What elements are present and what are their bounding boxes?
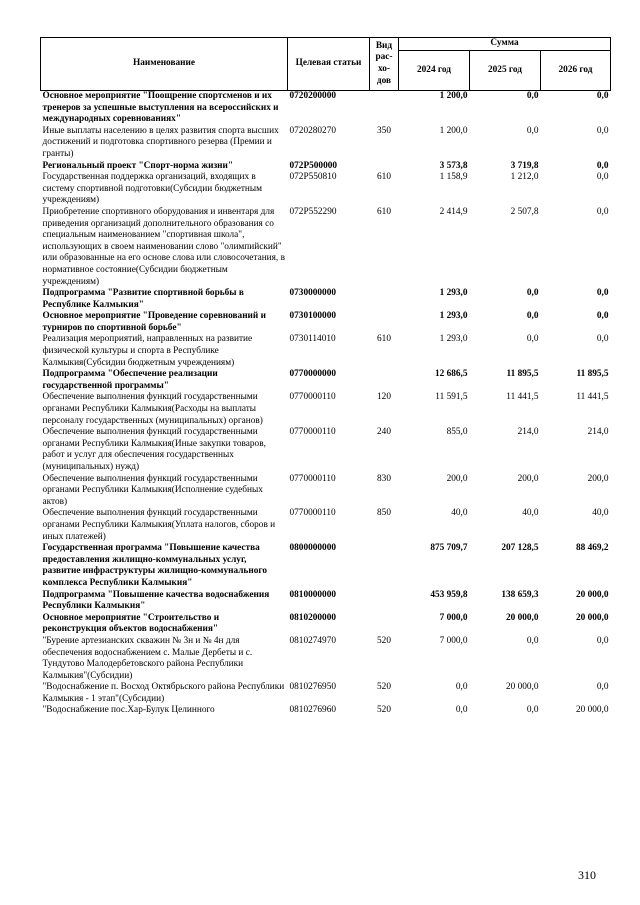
row-2025: 20 000,0 <box>505 612 539 623</box>
row-code: 0810200000 <box>289 612 336 623</box>
row-name: Обеспечение выполнения функций государственными органами Республики Калмыкия(Расходы на выплаты персоналу государственных (муниципальных) органов) <box>42 392 263 426</box>
row-2026: 88 469,2 <box>575 543 609 554</box>
row-expense-type: 610 <box>377 206 391 217</box>
row-2025: 0,0 <box>526 288 539 299</box>
row-2026: 20 000,0 <box>575 705 609 716</box>
row-name: Реализация мероприятий, направленных на развитие физической культуры и спорта в Республике Калмыкия(Субсидии бюджетным учреждениям) <box>42 334 253 368</box>
table-header <box>41 38 611 91</box>
row-expense-type: 520 <box>377 705 391 716</box>
row-expense-type: 610 <box>377 334 391 345</box>
row-2026: 20 000,0 <box>575 589 609 600</box>
row-name: Обеспечение выполнения функций государственными органами Республики Калмыкия(Иные закупки товаров, работ и услуг для обеспечения государственных (муниципальных) нужд) <box>42 427 266 472</box>
header-type: Вид рас-хо-дов <box>370 38 399 91</box>
row-2024: 3 573,8 <box>439 160 468 171</box>
table-row <box>41 508 611 543</box>
table-row <box>41 161 611 173</box>
row-name: Обеспечение выполнения функций государственными органами Республики Калмыкия(Исполнение судебных актов) <box>42 473 263 507</box>
row-2025: 11 895,5 <box>506 369 539 380</box>
table-row <box>41 590 611 613</box>
row-2026: 0,0 <box>596 682 609 693</box>
row-code: 0770000000 <box>289 369 336 380</box>
row-code: 0770000110 <box>289 473 336 484</box>
row-2025: 0,0 <box>526 635 539 646</box>
row-2024: 7 000,0 <box>439 635 468 646</box>
row-expense-type <box>370 590 399 613</box>
row-2025: 0,0 <box>526 705 539 716</box>
header-2025: 2025 год <box>470 51 541 91</box>
row-2024: 0,0 <box>455 705 468 716</box>
row-code: 0770000110 <box>289 508 336 519</box>
row-2026: 0,0 <box>596 125 609 136</box>
row-code: 0810276960 <box>289 705 336 716</box>
header-2024: 2024 год <box>399 51 470 91</box>
row-2026: 0,0 <box>596 334 609 345</box>
row-2025: 0,0 <box>526 311 539 322</box>
row-2024: 855,0 <box>446 427 468 438</box>
row-expense-type: 120 <box>377 392 391 403</box>
row-2026: 0,0 <box>596 288 609 299</box>
row-name: Иные выплаты населению в целях развития спорта высших достижений и подготовка спортивного резерва (Премии и гранты) <box>42 125 279 159</box>
row-2024: 11 591,5 <box>435 392 468 403</box>
row-2026: 11 441,5 <box>576 392 609 403</box>
row-name: Подпрограмма "Обеспечение реализации государственной программы" <box>42 369 218 391</box>
row-code: 0730114010 <box>289 334 336 345</box>
table-row <box>41 311 611 334</box>
table-row <box>41 126 611 161</box>
row-2024: 12 686,5 <box>434 369 468 380</box>
table-row <box>41 474 611 509</box>
row-expense-type <box>370 613 399 636</box>
row-name: Подпрограмма "Развитие спортивной борьбы в Республике Калмыкия" <box>42 288 244 310</box>
row-2024: 1 200,0 <box>439 125 468 136</box>
row-2024: 1 293,0 <box>439 334 468 345</box>
row-2025: 1 212,0 <box>510 172 539 183</box>
row-2026: 200,0 <box>587 473 609 484</box>
row-code: 0770000110 <box>289 392 336 403</box>
row-name: Государственная поддержка организаций, входящих в систему спортивной подготовки(Субсидии бюджетным учреждениям) <box>42 172 263 206</box>
row-name: Обеспечение выполнения функций государственными органами Республики Калмыкия(Уплата налогов, сборов и иных платежей) <box>42 508 276 542</box>
row-2024: 1 293,0 <box>439 311 468 322</box>
row-code: 0810000000 <box>289 589 336 600</box>
row-code: 0720280270 <box>289 125 336 136</box>
table-row <box>41 207 611 288</box>
table-row <box>41 705 611 717</box>
header-target: Целевая статьи <box>288 38 370 91</box>
header-name: Наименование <box>41 38 288 91</box>
row-2026: 0,0 <box>596 172 609 183</box>
row-2025: 214,0 <box>517 427 539 438</box>
table-row <box>41 288 611 311</box>
row-code: 0810276950 <box>289 682 336 693</box>
row-expense-type <box>370 369 399 392</box>
row-code: 072P552290 <box>289 206 337 217</box>
table-row <box>41 369 611 392</box>
row-2024: 1 293,0 <box>439 288 468 299</box>
row-code: 0720200000 <box>289 91 336 101</box>
row-2025: 3 719,8 <box>510 160 539 171</box>
row-2024: 453 959,8 <box>430 589 468 600</box>
row-2025: 207 128,5 <box>501 543 539 554</box>
table-row <box>41 172 611 207</box>
row-expense-type: 350 <box>377 125 391 136</box>
row-name: Государственная программа "Повышение качества предоставления жилищно-коммунальных услуг, развитие инфраструктуры жилищно-коммунального комплекса Республики Калмыкия" <box>42 543 267 588</box>
row-expense-type: 520 <box>377 635 391 646</box>
row-name: "Водоснабжение пос.Хар-Булук Целинного <box>42 705 215 716</box>
row-2026: 0,0 <box>596 311 609 322</box>
table-row <box>41 636 611 682</box>
row-name: Приобретение спортивного оборудования и инвентаря для приведения организаций дополнительного образования со специальным наименованием "спортивная школа", использующих в своем наименовании слово "олимпийский" или образованные на его основе слова или словосочетания, в нормативное состояние(Субсидии бюджетным учреждениям) <box>42 206 285 287</box>
row-2025: 0,0 <box>526 91 539 101</box>
row-2024: 7 000,0 <box>439 612 468 623</box>
row-2026: 11 895,5 <box>576 369 609 380</box>
row-2026: 20 000,0 <box>575 612 609 623</box>
row-2025: 40,0 <box>522 508 539 519</box>
row-2025: 138 659,3 <box>501 589 539 600</box>
row-name: Подпрограмма "Повышение качества водоснабжения Республики Калмыкия" <box>42 589 270 612</box>
row-2026: 0,0 <box>596 91 609 101</box>
row-2024: 0,0 <box>455 682 468 693</box>
row-2026: 0,0 <box>596 206 609 217</box>
row-2026: 40,0 <box>592 508 609 519</box>
row-2025: 0,0 <box>526 334 539 345</box>
row-code: 0800000000 <box>289 543 336 554</box>
table-row <box>41 613 611 636</box>
row-2026: 0,0 <box>596 635 609 646</box>
table-row <box>41 91 611 126</box>
row-2025: 0,0 <box>526 125 539 136</box>
row-2025: 200,0 <box>517 473 539 484</box>
table-row <box>41 334 611 369</box>
table-row <box>41 392 611 427</box>
row-code: 0770000110 <box>289 427 336 438</box>
budget-table <box>40 37 611 717</box>
row-name: "Водоснабжение п. Восход Октябрьского района Республики Калмыкия - 1 этап"(Субсидии) <box>42 682 285 704</box>
row-expense-type: 240 <box>377 427 391 438</box>
row-2024: 40,0 <box>451 508 468 519</box>
row-code: 072P550810 <box>289 172 337 183</box>
row-2024: 1 200,0 <box>439 91 468 101</box>
table-body <box>41 91 611 718</box>
row-expense-type <box>370 311 399 334</box>
row-code: 0810274970 <box>289 635 336 646</box>
row-expense-type: 830 <box>377 473 391 484</box>
row-expense-type <box>370 288 399 311</box>
row-expense-type <box>370 543 399 589</box>
page-number: 310 <box>578 868 596 882</box>
table-row <box>41 427 611 473</box>
row-2025: 20 000,0 <box>505 682 539 693</box>
row-2024: 200,0 <box>446 473 468 484</box>
row-2024: 875 709,7 <box>430 543 468 554</box>
row-name: Региональный проект "Спорт-норма жизни" <box>42 160 234 171</box>
row-expense-type <box>370 91 399 126</box>
row-expense-type: 520 <box>377 682 391 693</box>
row-2024: 1 158,9 <box>439 172 468 183</box>
row-code: 072P500000 <box>289 160 338 171</box>
row-expense-type <box>370 161 399 173</box>
row-code: 0730100000 <box>289 311 336 322</box>
row-name: Основное мероприятие "Строительство и реконструкция объектов водоснабжения" <box>42 612 220 635</box>
row-2024: 2 414,9 <box>439 206 468 217</box>
table-row <box>41 682 611 705</box>
header-2026: 2026 год <box>541 51 611 91</box>
row-name: Основное мероприятие "Проведение соревнований и турниров по спортивной борьбе" <box>42 311 266 333</box>
row-name: "Бурение артезианских скважин № 3н и № 4н для обеспечения водоснабжением с. Малые Дербеты и с. Тундутово Малодербетовского района Республики Калмыкия"(Субсидии) <box>42 635 253 681</box>
row-expense-type: 850 <box>377 508 391 519</box>
row-2026: 214,0 <box>587 427 609 438</box>
header-sum: Сумма <box>399 38 611 51</box>
row-name: Основное мероприятие "Поощрение спортсменов и их тренеров за успешные выступления на всероссийских и международных соревнованиях" <box>42 91 279 125</box>
row-2026: 0,0 <box>596 160 609 171</box>
table-row <box>41 543 611 589</box>
row-code: 0730000000 <box>289 288 336 299</box>
row-2025: 11 441,5 <box>506 392 539 403</box>
row-expense-type: 610 <box>377 172 391 183</box>
row-2025: 2 507,8 <box>510 206 539 217</box>
